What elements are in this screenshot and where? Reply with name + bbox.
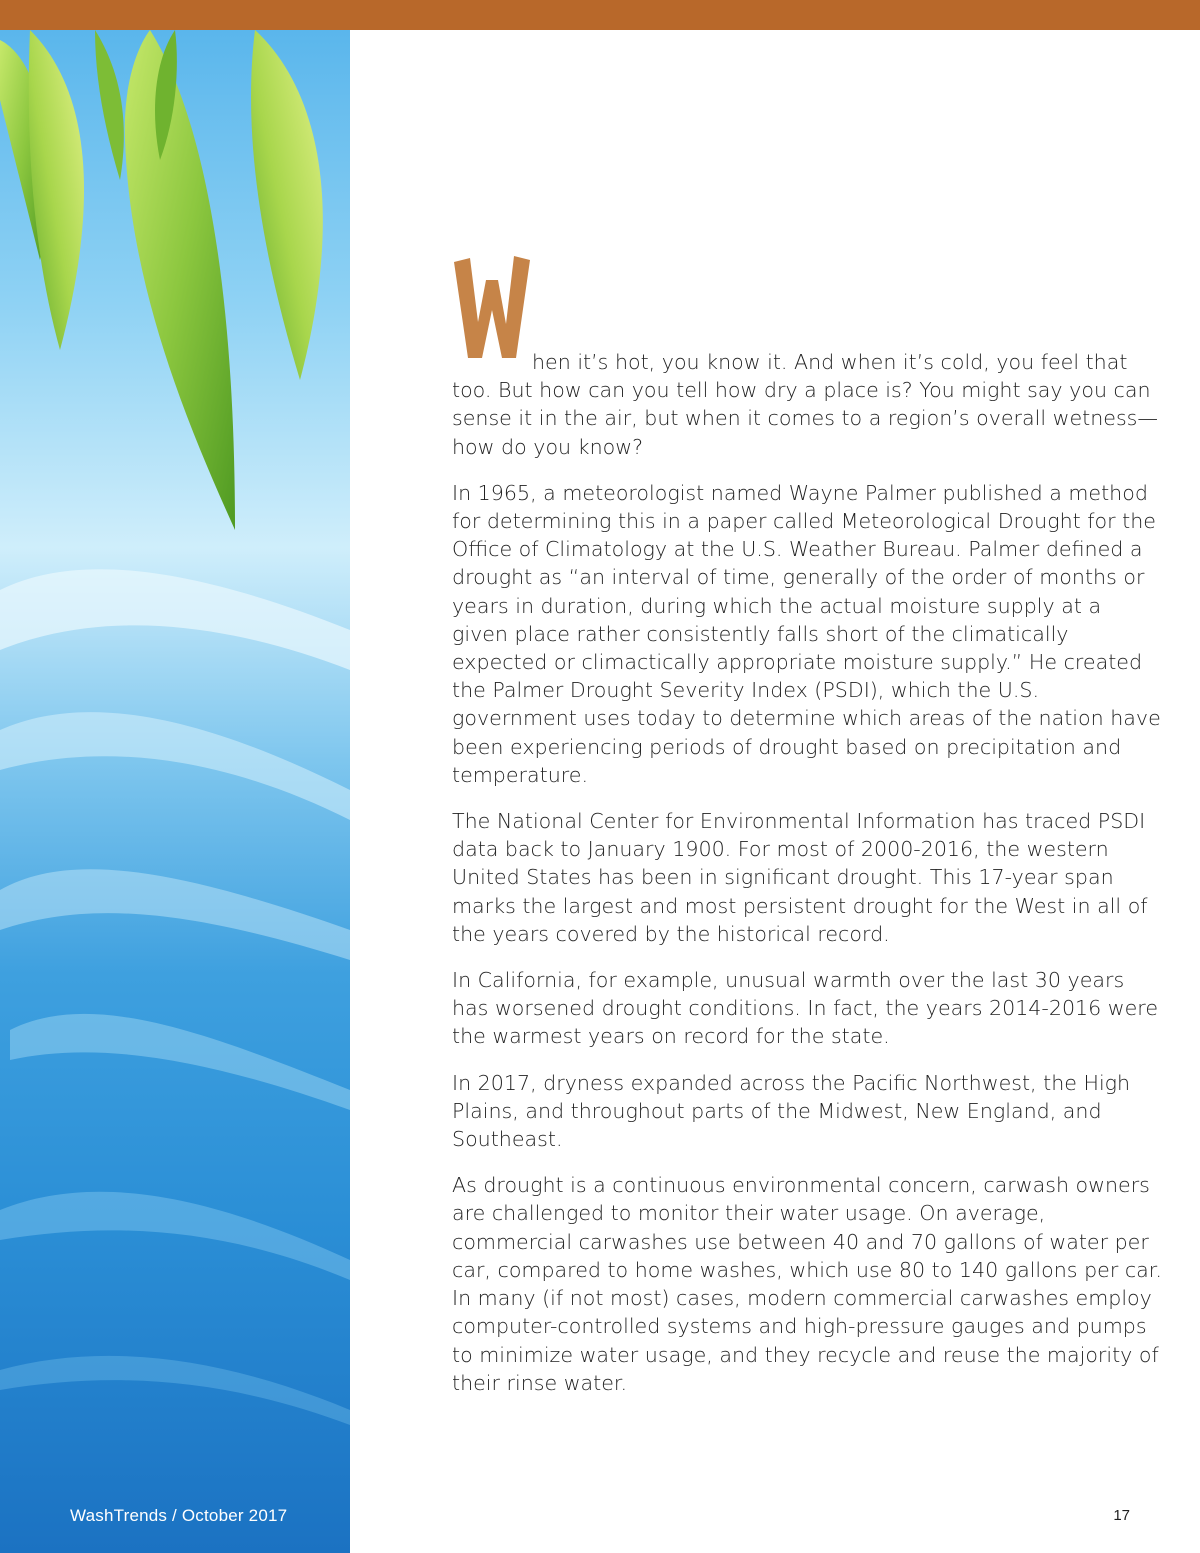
water-leaves-image — [0, 30, 350, 1553]
article-paragraph-5: In 2017, dryness expanded across the Pacific Northwest, the High Plains, and throughout parts of the Midwest, New England, and Southeast. — [452, 1070, 1131, 1152]
article-paragraph-3: The National Center for Environmental Information has traced PSDI data back to January 1900. For most of 2000-2016, the western United States has been in significant drought. This 17-year span marks the largest and most persistent drought for the West in all of the years covered by the historical record. — [452, 809, 1148, 946]
article-paragraph-2: In 1965, a meteorologist named Wayne Palmer published a method for determining this in a paper called Meteorological Drought for the Office of Climatology at the U.S. Weather Bureau. Palmer defined a drought as “an interval of time, generally of the order of months or years in duration, during which the actual moisture supply at a given place rather consistently falls short of the climatically expected or climactically appropriate moisture supply.” He created the Palmer Drought Severity Index (PSDI), which the U.S. government uses today to determine which areas of the nation have been experiencing periods of drought based on precipitation and temperature. — [452, 480, 1161, 787]
article-paragraph-6: As drought is a continuous environmental concern, carwash owners are challenged to monitor their water usage. On average, commercial carwashes use between 40 and 70 gallons of water per car, compared to home washes, which use 80 to 140 gallons per car. In many (if not most) cases, modern commercial carwashes employ computer-controlled systems and high-pressure gauges and pumps to minimize water usage, and they recycle and reuse the majority of their rinse water. — [452, 1173, 1162, 1395]
article-paragraph-4: In California, for example, unusual warmth over the last 30 years has worsened drought conditions. In fact, the years 2014-2016 were the warmest years on record for the state. — [452, 968, 1158, 1049]
top-accent-bar — [0, 0, 1200, 30]
footer-publication: WashTrends / October 2017 — [70, 1506, 288, 1525]
article-paragraph-1: hen it’s hot, you know it. And when it’s cold, you feel that too. But how can you tell how dry a place is? You might say you can sense it in the air, but when it comes to a region’s overall wetness—how do you know? — [452, 350, 1158, 459]
page-number: 17 — [1113, 1507, 1130, 1524]
article-body — [452, 348, 1162, 1415]
